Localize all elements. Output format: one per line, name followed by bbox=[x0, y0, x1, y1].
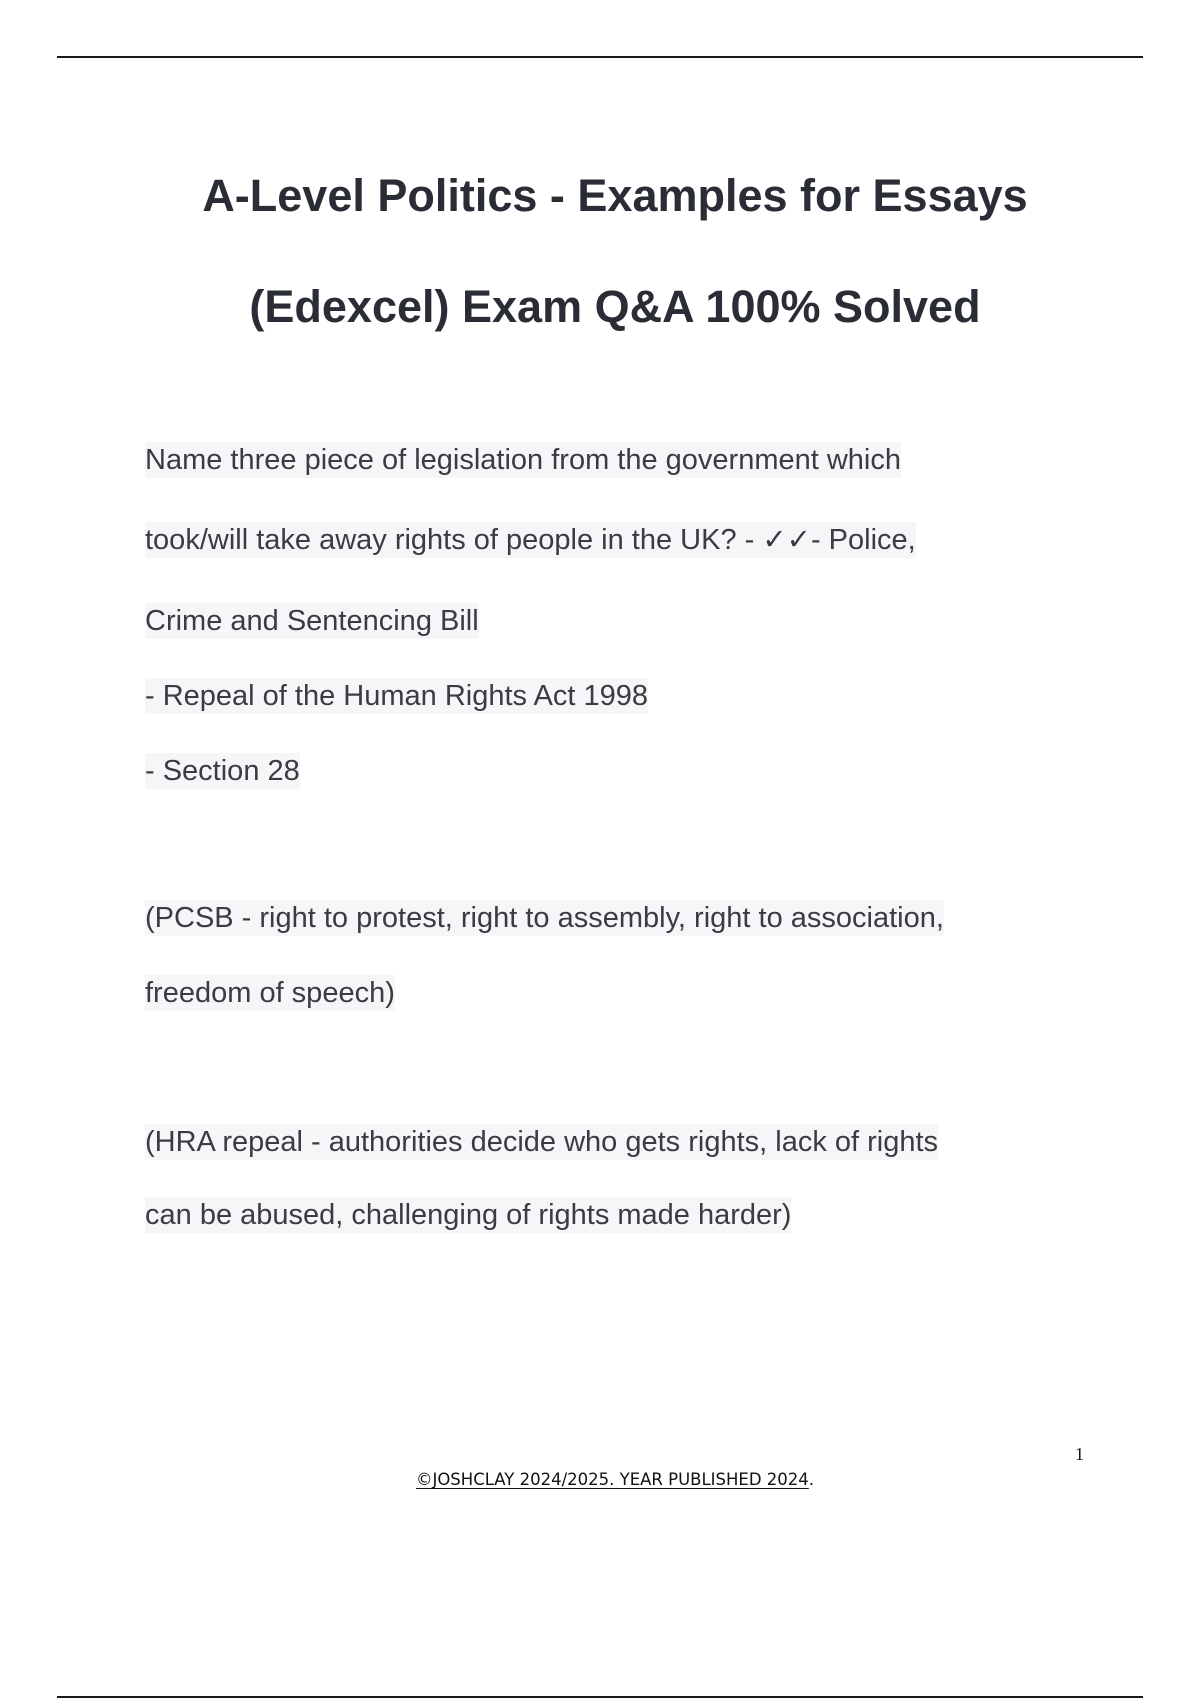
document-title bbox=[0, 140, 1200, 362]
answer-note-2-line-2: can be abused, challenging of rights made harder) bbox=[145, 1199, 792, 1231]
footer-period: . bbox=[808, 1470, 815, 1489]
question-line-2: took/will take away rights of people in the UK? - ✓✓- Police, bbox=[145, 524, 916, 556]
answer-line-3: - Section 28 bbox=[145, 755, 300, 787]
footer-copyright: ©JOSHCLAY 2024/2025. YEAR PUBLISHED 2024 bbox=[415, 1470, 809, 1489]
answer-line-1: Crime and Sentencing Bill bbox=[145, 605, 479, 637]
title-line-2: (Edexcel) Exam Q&A 100% Solved bbox=[249, 281, 981, 332]
page-number: 1 bbox=[1075, 1444, 1084, 1464]
title-line-1: A-Level Politics - Examples for Essays bbox=[202, 170, 1028, 221]
question-line-1: Name three piece of legislation from the government which bbox=[145, 444, 901, 476]
answer-note-1-line-1: (PCSB - right to protest, right to assembly, right to association, bbox=[145, 902, 944, 934]
top-rule bbox=[57, 56, 1143, 58]
footer bbox=[0, 1470, 1200, 1489]
answer-note-1-line-2: freedom of speech) bbox=[145, 977, 395, 1009]
answer-line-2: - Repeal of the Human Rights Act 1998 bbox=[145, 680, 648, 712]
answer-note-2-line-1: (HRA repeal - authorities decide who gets rights, lack of rights bbox=[145, 1126, 939, 1158]
bottom-rule bbox=[57, 1696, 1143, 1698]
